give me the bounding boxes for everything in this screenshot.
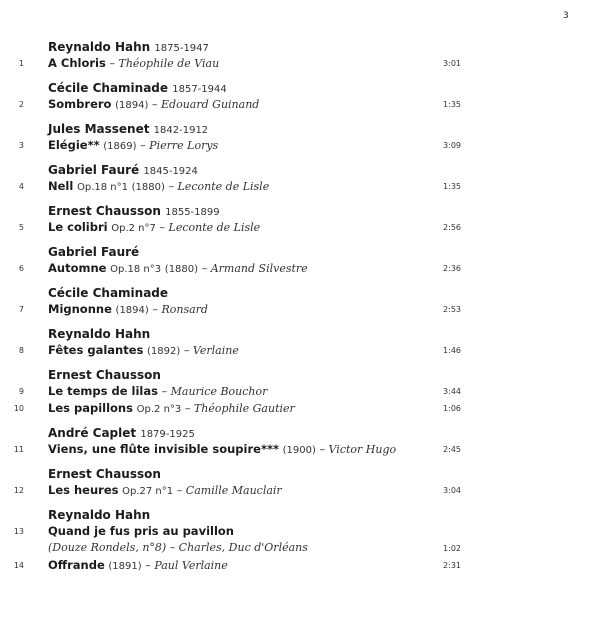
poet: – Théophile Gautier	[184, 402, 295, 415]
track-row	[0, 179, 600, 195]
year: (1900)	[282, 445, 316, 456]
duration: 1:35	[443, 100, 461, 109]
track-number: 6	[18, 264, 24, 273]
track-row	[0, 302, 600, 318]
duration: 1:35	[443, 182, 461, 191]
track-row	[0, 384, 600, 400]
track-row	[0, 138, 600, 154]
duration: 1:06	[443, 404, 461, 413]
song-title: Mignonne	[48, 302, 112, 316]
opus: Op.2 n°3	[136, 404, 182, 415]
year: (1891)	[108, 561, 142, 572]
song-title: Fêtes galantes	[48, 343, 144, 357]
composer-heading: Ernest Chausson	[48, 368, 161, 382]
poet: – Paul Verlaine	[145, 559, 228, 572]
song-title: Les heures	[48, 483, 119, 497]
duration: 3:04	[443, 486, 461, 495]
track-number: 1	[18, 59, 24, 68]
song-title: Le colibri	[48, 220, 108, 234]
song-subtitle: (Douze Rondels, n°8) – Charles, Duc d'Orléans	[48, 541, 308, 554]
track-row	[0, 401, 600, 417]
poet: – Ronsard	[152, 303, 208, 316]
poet: – Maurice Bouchor	[161, 385, 268, 398]
track-number: 11	[13, 445, 24, 454]
opus: Op.18 n°3	[110, 264, 162, 275]
poet: – Victor Hugo	[319, 443, 397, 456]
duration: 3:01	[443, 59, 461, 68]
duration: 2:31	[443, 561, 461, 570]
song-title: Automne	[48, 261, 107, 275]
track-row	[0, 343, 600, 359]
track-number: 3	[18, 141, 24, 150]
song-title: Elégie**	[48, 138, 100, 152]
track-number: 4	[18, 182, 24, 191]
composer-heading: Reynaldo Hahn 1875-1947	[48, 40, 209, 54]
song-title: Les papillons	[48, 401, 133, 415]
composer-heading: Ernest Chausson 1855-1899	[48, 204, 220, 218]
track-row	[0, 442, 600, 458]
track-number: 12	[13, 486, 24, 495]
duration: 3:09	[443, 141, 461, 150]
duration: 1:46	[443, 346, 461, 355]
track-number: 7	[18, 305, 24, 314]
composer-heading: Jules Massenet 1842-1912	[48, 122, 209, 136]
year: (1880)	[164, 264, 199, 275]
track-row	[0, 261, 600, 277]
duration: 2:53	[443, 305, 461, 314]
year: (1894)	[115, 100, 149, 111]
track-number: 5	[18, 223, 24, 232]
song-title: A Chloris	[48, 56, 106, 70]
song-title: Le temps de lilas	[48, 384, 158, 398]
composer-heading: Reynaldo Hahn	[48, 508, 151, 522]
track-row	[0, 220, 600, 236]
opus: Op.2 n°7	[111, 223, 156, 234]
track-row	[0, 558, 600, 574]
composer-heading: Gabriel Fauré	[48, 245, 140, 259]
opus: Op.27 n°1	[122, 486, 174, 497]
composer-heading: André Caplet 1879-1925	[48, 426, 195, 440]
song-title: Nell	[48, 179, 74, 193]
track-row	[0, 97, 600, 113]
track-row	[0, 56, 600, 72]
song-title: Sombrero	[48, 97, 112, 111]
track-row	[0, 524, 600, 540]
composer-heading: Cécile Chaminade 1857-1944	[48, 81, 227, 95]
year: (1880)	[131, 182, 165, 193]
duration: 3:44	[443, 387, 461, 396]
poet: – Verlaine	[183, 344, 239, 357]
poet: – Leconte de Lisle	[168, 180, 270, 193]
song-title: Viens, une flûte invisible soupire***	[48, 442, 279, 456]
poet: – Pierre Lorys	[140, 139, 219, 152]
year: (1869)	[103, 141, 137, 152]
opus: Op.18 n°1	[76, 182, 128, 193]
poet: – Leconte de Lisle	[159, 221, 261, 234]
composer-heading: Cécile Chaminade	[48, 286, 169, 300]
poet: – Edouard Guinand	[152, 98, 260, 111]
composer-heading: Gabriel Fauré 1845-1924	[48, 163, 198, 177]
track-number: 2	[18, 100, 24, 109]
song-title: Quand je fus pris au pavillon	[48, 524, 234, 538]
track-number: 10	[13, 404, 24, 413]
track-number: 9	[18, 387, 24, 396]
duration: 2:45	[443, 445, 461, 454]
track-row	[0, 483, 600, 499]
poet: – Théophile de Viau	[109, 57, 220, 70]
composer-heading: Ernest Chausson	[48, 467, 161, 481]
poet: – Camille Mauclair	[176, 484, 282, 497]
track-number: 14	[13, 561, 24, 570]
track-subline	[0, 541, 600, 557]
duration: 1:02	[443, 544, 461, 553]
page-number: 3	[563, 11, 569, 21]
track-number: 13	[13, 527, 24, 536]
year: (1892)	[147, 346, 181, 357]
duration: 2:36	[443, 264, 461, 273]
track-number: 8	[18, 346, 24, 355]
song-title: Offrande	[48, 558, 105, 572]
year: (1894)	[115, 305, 149, 316]
poet: – Armand Silvestre	[201, 262, 308, 275]
composer-heading: Reynaldo Hahn	[48, 327, 151, 341]
duration: 2:56	[443, 223, 461, 232]
